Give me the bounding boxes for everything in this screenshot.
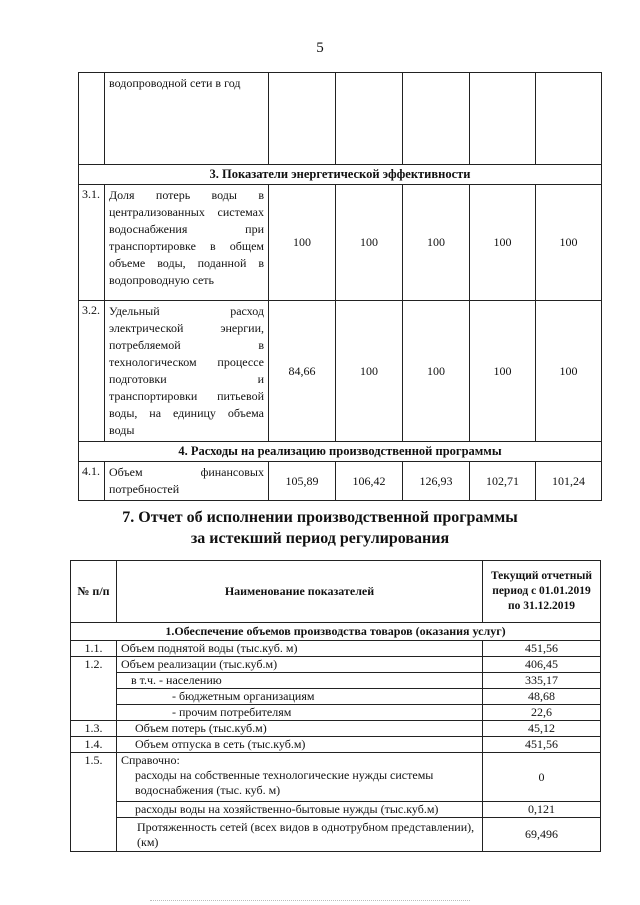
row-description: Объем финансовых потребностей: [105, 462, 269, 501]
row-value: 100: [336, 185, 403, 301]
table-row: [71, 689, 601, 705]
row-value: 100: [403, 185, 470, 301]
row-number: 4.1.: [79, 462, 105, 501]
table-row: [71, 641, 601, 657]
row-name: расходы воды на хозяйственно-бытовые нужды (тыс.куб.м): [117, 802, 483, 818]
row-value: 22,6: [483, 705, 601, 721]
page-number: 5: [316, 40, 324, 56]
row-number: 1.3.: [71, 721, 117, 737]
row-value: 48,68: [483, 689, 601, 705]
heading-line-1: 7. Отчет об исполнении производственной программы: [122, 509, 518, 526]
row-value: 0: [483, 753, 601, 802]
table-row: [71, 802, 601, 818]
row-value: 100: [470, 301, 536, 442]
row-name: Справочно:: [117, 753, 483, 769]
row-name: - бюджетным организациям: [117, 689, 483, 705]
row-value: 106,42: [336, 462, 403, 501]
table-row: [71, 818, 601, 852]
table-row: [79, 301, 602, 442]
row-value: 105,89: [269, 462, 336, 501]
table-row: [71, 753, 601, 769]
section-heading: [0, 507, 640, 549]
heading-line-2: за истекший период регулирования: [190, 530, 450, 547]
table-row: [71, 657, 601, 673]
row-value: 69,496: [483, 818, 601, 852]
table-row: [71, 673, 601, 689]
row-value: 100: [536, 301, 602, 442]
section-header-row: [79, 442, 602, 462]
row-description: водопроводной сети в год: [105, 73, 269, 165]
section-header-row: [79, 165, 602, 185]
row-number: 3.1.: [79, 185, 105, 301]
row-value: 100: [403, 301, 470, 442]
row-number: 3.2.: [79, 301, 105, 442]
row-description: Доля потерь воды в централизованных системах водоснабжения при транспортировке в общем объеме воды, поданной в водопроводную сеть: [105, 185, 269, 301]
section-header-row: [71, 623, 601, 641]
row-value: 451,56: [483, 737, 601, 753]
header-name: Наименование показателей: [117, 561, 483, 623]
row-name: Объем потерь (тыс.куб.м): [117, 721, 483, 737]
scan-edge-divider: [150, 900, 470, 901]
energy-efficiency-table: [78, 72, 602, 501]
table-row: [71, 737, 601, 753]
row-name: - прочим потребителям: [117, 705, 483, 721]
row-value: 126,93: [403, 462, 470, 501]
table-row: [71, 721, 601, 737]
row-value: 0,121: [483, 802, 601, 818]
program-report-table: [70, 560, 601, 852]
row-description: Удельный расход электрической энергии, потребляемой в технологическом процессе подготовки и транспортировки питьевой воды, на единицу объема воды: [105, 301, 269, 442]
row-number: 1.1.: [71, 641, 117, 657]
table-row: [71, 705, 601, 721]
row-value: 100: [536, 185, 602, 301]
row-value: 406,45: [483, 657, 601, 673]
table-row: [79, 73, 602, 165]
row-value: 100: [336, 301, 403, 442]
row-name: Объем поднятой воды (тыс.куб. м): [117, 641, 483, 657]
header-row: [71, 561, 601, 623]
row-value: 102,71: [470, 462, 536, 501]
row-value: 100: [470, 185, 536, 301]
table-row: [79, 185, 602, 301]
row-number: 1.5.: [71, 753, 117, 852]
section-1-title: 1.Обеспечение объемов производства товаров (оказания услуг): [71, 623, 601, 641]
row-value: 335,17: [483, 673, 601, 689]
header-num: № п/п: [71, 561, 117, 623]
row-number: 1.4.: [71, 737, 117, 753]
row-name: в т.ч. - населению: [117, 673, 483, 689]
header-period: Текущий отчетный период с 01.01.2019 по 31.12.2019: [483, 561, 601, 623]
row-value: 101,24: [536, 462, 602, 501]
table-row: [79, 462, 602, 501]
row-name: расходы на собственные технологические нужды системы водоснабжения (тыс. куб. м): [117, 768, 483, 802]
row-name: Объем реализации (тыс.куб.м): [117, 657, 483, 673]
row-value: 45,12: [483, 721, 601, 737]
row-value: 84,66: [269, 301, 336, 442]
row-value: 451,56: [483, 641, 601, 657]
row-value: 100: [269, 185, 336, 301]
row-name: Протяженность сетей (всех видов в однотрубном представлении), (км): [117, 818, 483, 852]
row-name: Объем отпуска в сеть (тыс.куб.м): [117, 737, 483, 753]
section-3-title: 3. Показатели энергетической эффективности: [79, 165, 602, 185]
section-4-title: 4. Расходы на реализацию производственной программы: [79, 442, 602, 462]
row-number: 1.2.: [71, 657, 117, 721]
